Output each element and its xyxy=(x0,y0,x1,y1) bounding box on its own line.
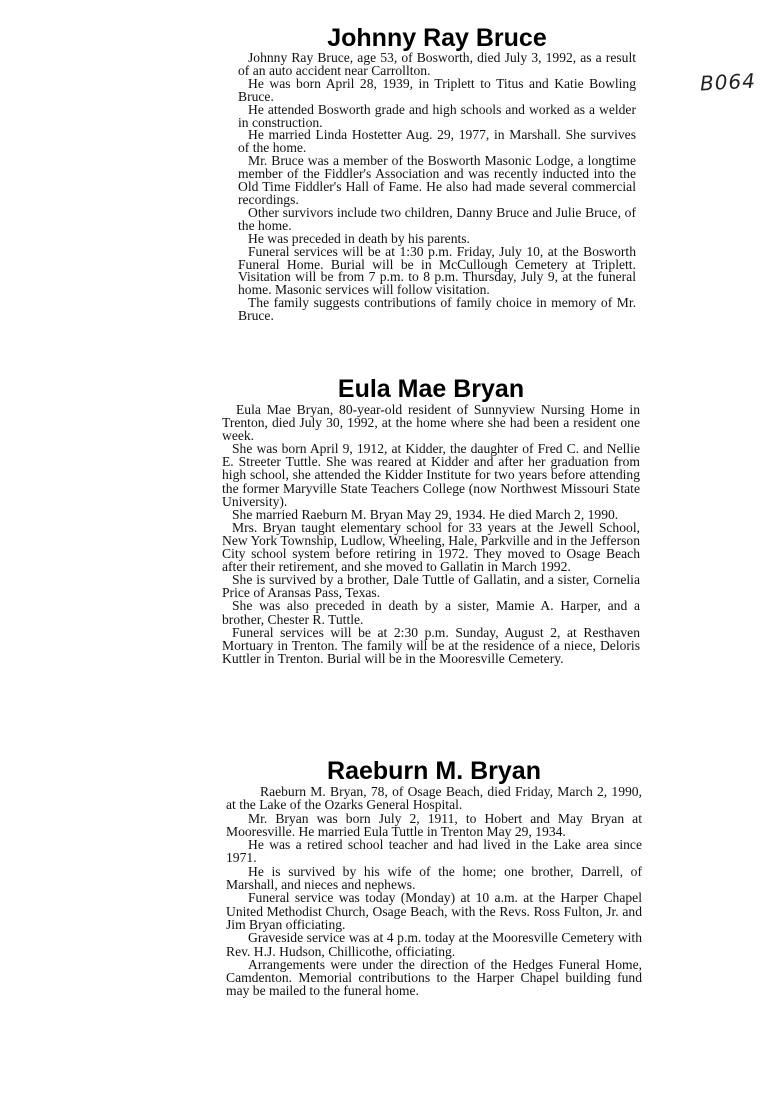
obituary-paragraph: Funeral service was today (Monday) at 10 a.m. at the Harper Chapel United Methodist Church, Osage Beach, with the Revs. Ross Fulton, Jr. and Jim Bryan officiating. xyxy=(226,890,642,932)
obituary-paragraph: He was preceded in death by his parents. xyxy=(248,230,470,246)
obituary-paragraph: The family suggests contributions of family choice in memory of Mr. Bruce. xyxy=(238,295,636,324)
handwritten-annotation: B064 xyxy=(699,68,757,96)
obituary-title: Johnny Ray Bruce xyxy=(327,24,547,52)
obituary-eula-mae-bryan xyxy=(222,375,640,665)
obituary-paragraph: She was born April 9, 1912, at Kidder, the daughter of Fred C. and Nellie E. Streeter Tuttle. She was reared at Kidder and after her graduation from high school, she attended the Kidder Institute for two years before attending the former Maryville State Teachers College (now Northwest Missouri State University). xyxy=(222,441,640,509)
obituary-johnny-ray-bruce xyxy=(238,24,636,323)
obituary-paragraph: She is survived by a brother, Dale Tuttle of Gallatin, and a sister, Cornelia Price of Aransas Pass, Texas. xyxy=(222,572,640,601)
obituary-paragraph: Funeral services will be at 2:30 p.m. Sunday, August 2, at Resthaven Mortuary in Trenton. The family will be at the residence of a niece, Deloris Kuttler in Trenton. Burial will be in the Mooresville Cemetery. xyxy=(222,624,640,666)
obituary-paragraph: Arrangements were under the direction of the Hedges Funeral Home, Camdenton. Memorial contributions to the Harper Chapel building fund may be mailed to the funeral home. xyxy=(226,956,642,999)
obituary-paragraph: Johnny Ray Bruce, age 53, of Bosworth, died July 3, 1992, as a result of an auto accident near Carrollton. xyxy=(238,50,636,78)
obituary-paragraph: Other survivors include two children, Danny Bruce and Julie Bruce, of the home. xyxy=(238,204,636,233)
obituary-paragraph: He married Linda Hostetter Aug. 29, 1977, in Marshall. She survives of the home. xyxy=(238,127,636,156)
obituary-paragraph: Mrs. Bryan taught elementary school for 33 years at the Jewell School, New York Township, Ludlow, Wheeling, Hale, Parkville and in the Jefferson City school system before retiring in 1972. They moved to Osage Beach after their retirement, and she moved to Gallatin in March 1992. xyxy=(222,519,640,575)
obituary-paragraph: Eula Mae Bryan, 80-year-old resident of Sunnyview Nursing Home in Trenton, died July 30, 1992, at the home where she had been a resident one week. xyxy=(222,402,640,444)
obituary-title: Raeburn M. Bryan xyxy=(327,757,541,785)
obituary-paragraph: Mr. Bruce was a member of the Bosworth Masonic Lodge, a longtime member of the Fiddler's Association and was recently inducted into the Old Time Fiddler's Hall of Fame. He also had made several commercial recordings. xyxy=(238,153,636,207)
obituary-paragraph: He is survived by his wife of the home; one brother, Darrell, of Marshall, and nieces and nephews. xyxy=(226,863,642,893)
obituary-paragraph: She was also preceded in death by a sister, Mamie A. Harper, and a brother, Chester R. Tuttle. xyxy=(222,598,640,627)
obituary-body xyxy=(238,52,636,323)
obituary-raeburn-m-bryan xyxy=(226,757,642,998)
obituary-body xyxy=(226,785,642,998)
obituary-paragraph: Mr. Bryan was born July 2, 1911, to Hobert and May Bryan at Mooresville. He married Eula Tuttle in Trenton May 29, 1934. xyxy=(226,810,642,839)
obituary-paragraph: Funeral services will be at 1:30 p.m. Friday, July 10, at the Bosworth Funeral Home. Burial will be in McCullough Cemetery at Triplett. Visitation will be from 7 p.m. to 8 p.m. Thursday, July 9, at the funeral home. Masonic services will follow visitation. xyxy=(238,243,636,298)
obituary-paragraph: Graveside service was at 4 p.m. today at the Mooresville Cemetery with Rev. H.J. Hudson, Chillicothe, officiating. xyxy=(226,930,642,959)
obituary-paragraph: He was a retired school teacher and had lived in the Lake area since 1971. xyxy=(226,837,642,866)
obituary-title: Eula Mae Bryan xyxy=(337,375,525,403)
obituary-paragraph: Raeburn M. Bryan, 78, of Osage Beach, died Friday, March 2, 1990, at the Lake of the Ozarks General Hospital. xyxy=(226,784,642,813)
obituary-body xyxy=(222,403,640,665)
obituary-paragraph: He attended Bosworth grade and high schools and worked as a welder in construction. xyxy=(238,101,636,130)
obituary-paragraph: He was born April 28, 1939, in Triplett to Titus and Katie Bowling Bruce. xyxy=(238,75,636,104)
obituary-paragraph: She married Raeburn M. Bryan May 29, 1934. He died March 2, 1990. xyxy=(232,506,619,522)
